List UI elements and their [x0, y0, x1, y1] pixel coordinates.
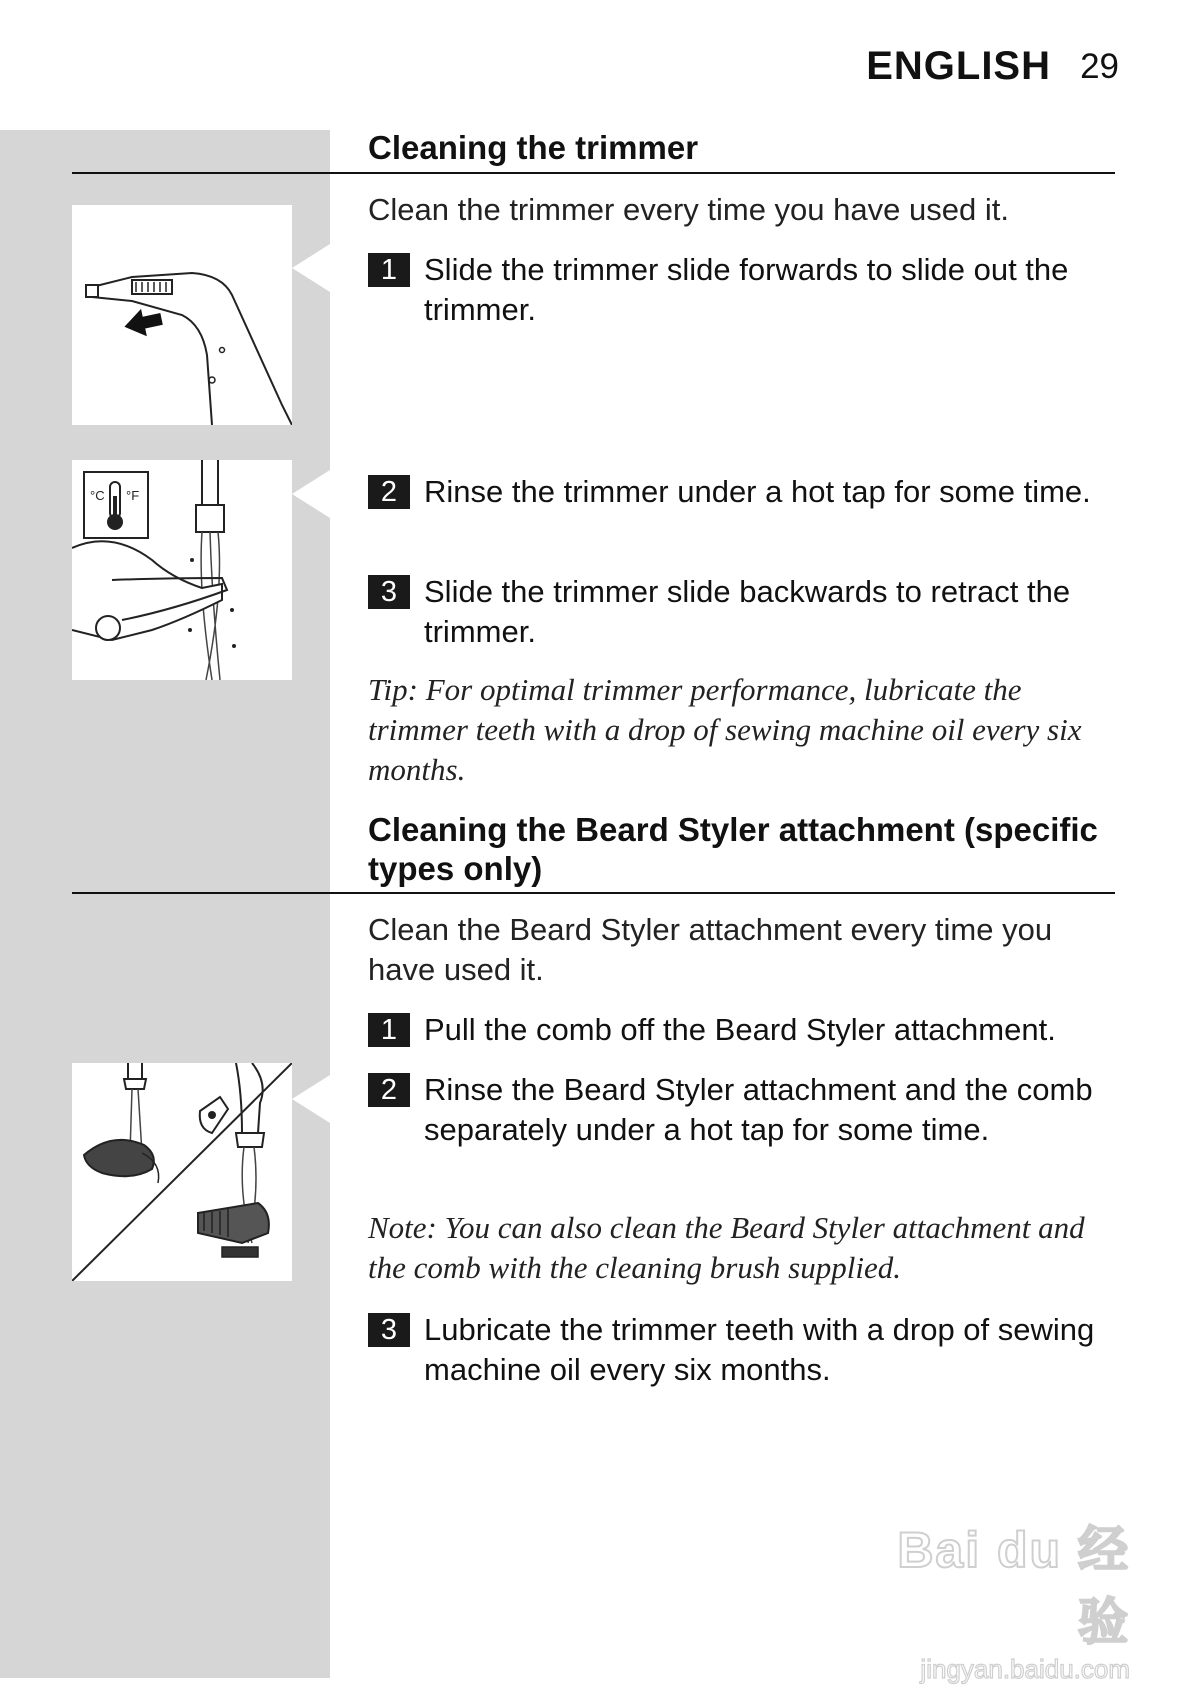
watermark-brand: Bai du 经验 — [897, 1522, 1130, 1650]
page-language: ENGLISH — [866, 44, 1051, 88]
arrow-left-icon — [121, 305, 164, 340]
step-2 — [368, 472, 1118, 512]
step-text: Slide the trimmer slide backwards to retract the trimmer. — [424, 574, 1071, 649]
tip-wrap — [368, 670, 1118, 790]
beard-styler-rinse-drawing — [72, 1063, 292, 1281]
section-title: Cleaning the trimmer — [368, 129, 699, 166]
section1-intro-wrap — [368, 190, 1118, 230]
step-3 — [368, 572, 1118, 652]
section2-intro-wrap — [368, 910, 1118, 990]
section-divider — [72, 172, 1115, 174]
section-intro: Clean the Beard Styler attachment every time you have used it. — [368, 912, 1053, 987]
illustration-pointer — [292, 470, 330, 518]
trimmer-slide-drawing — [72, 205, 292, 425]
step-number-badge: 3 — [368, 1313, 410, 1347]
step-text: Rinse the Beard Styler attachment and the comb separately under a hot tap for some time. — [424, 1072, 1093, 1147]
comb-rinse — [198, 1203, 269, 1243]
section-divider — [72, 892, 1115, 894]
illustration-pointer — [292, 1075, 330, 1123]
step-text: Slide the trimmer slide forwards to slide out the trimmer. — [424, 252, 1069, 327]
step-2 — [368, 1070, 1118, 1150]
baidu-watermark — [850, 1510, 1130, 1685]
step-1 — [368, 250, 1118, 330]
step-number-badge: 1 — [368, 253, 410, 287]
note-text: Note: You can also clean the Beard Styler attachment and the comb with the cleaning brush supplied. — [368, 1210, 1085, 1285]
fahrenheit-label: °F — [126, 488, 140, 503]
step-number-badge: 2 — [368, 1073, 410, 1107]
tip-text: Tip: For optimal trimmer performance, lubricate the trimmer teeth with a drop of sewing machine oil every six months. — [368, 672, 1082, 787]
section-title: Cleaning the Beard Styler attachment (specific types only) — [368, 811, 1098, 887]
step-number-badge: 2 — [368, 475, 410, 509]
watermark-url: jingyan.baidu.com — [920, 1654, 1130, 1684]
step-3 — [368, 1310, 1118, 1390]
note-wrap — [368, 1208, 1118, 1288]
step-1 — [368, 1010, 1118, 1050]
step-text: Rinse the trimmer under a hot tap for some time. — [424, 474, 1091, 509]
tap-icon — [196, 505, 224, 532]
celsius-label: °C — [90, 488, 105, 503]
step-number-badge: 3 — [368, 575, 410, 609]
page-number: 29 — [1080, 47, 1119, 86]
tap-icon — [236, 1133, 264, 1147]
rinse-trimmer-illustration — [72, 460, 292, 680]
illustration-pointer — [292, 244, 330, 292]
section-intro: Clean the trimmer every time you have used it. — [368, 192, 1009, 227]
section-cleaning-trimmer-title-wrap — [368, 128, 1118, 167]
step-text: Pull the comb off the Beard Styler attachment. — [424, 1012, 1056, 1047]
step-text: Lubricate the trimmer teeth with a drop of sewing machine oil every six months. — [424, 1312, 1095, 1387]
step-number-badge: 1 — [368, 1013, 410, 1047]
trimmer-slide-illustration — [72, 205, 292, 425]
beard-styler-rinse-illustration — [72, 1063, 292, 1281]
rinse-trimmer-drawing — [72, 460, 292, 680]
section-beard-styler-title-wrap — [368, 810, 1118, 888]
beard-styler-attachment — [84, 1140, 154, 1176]
